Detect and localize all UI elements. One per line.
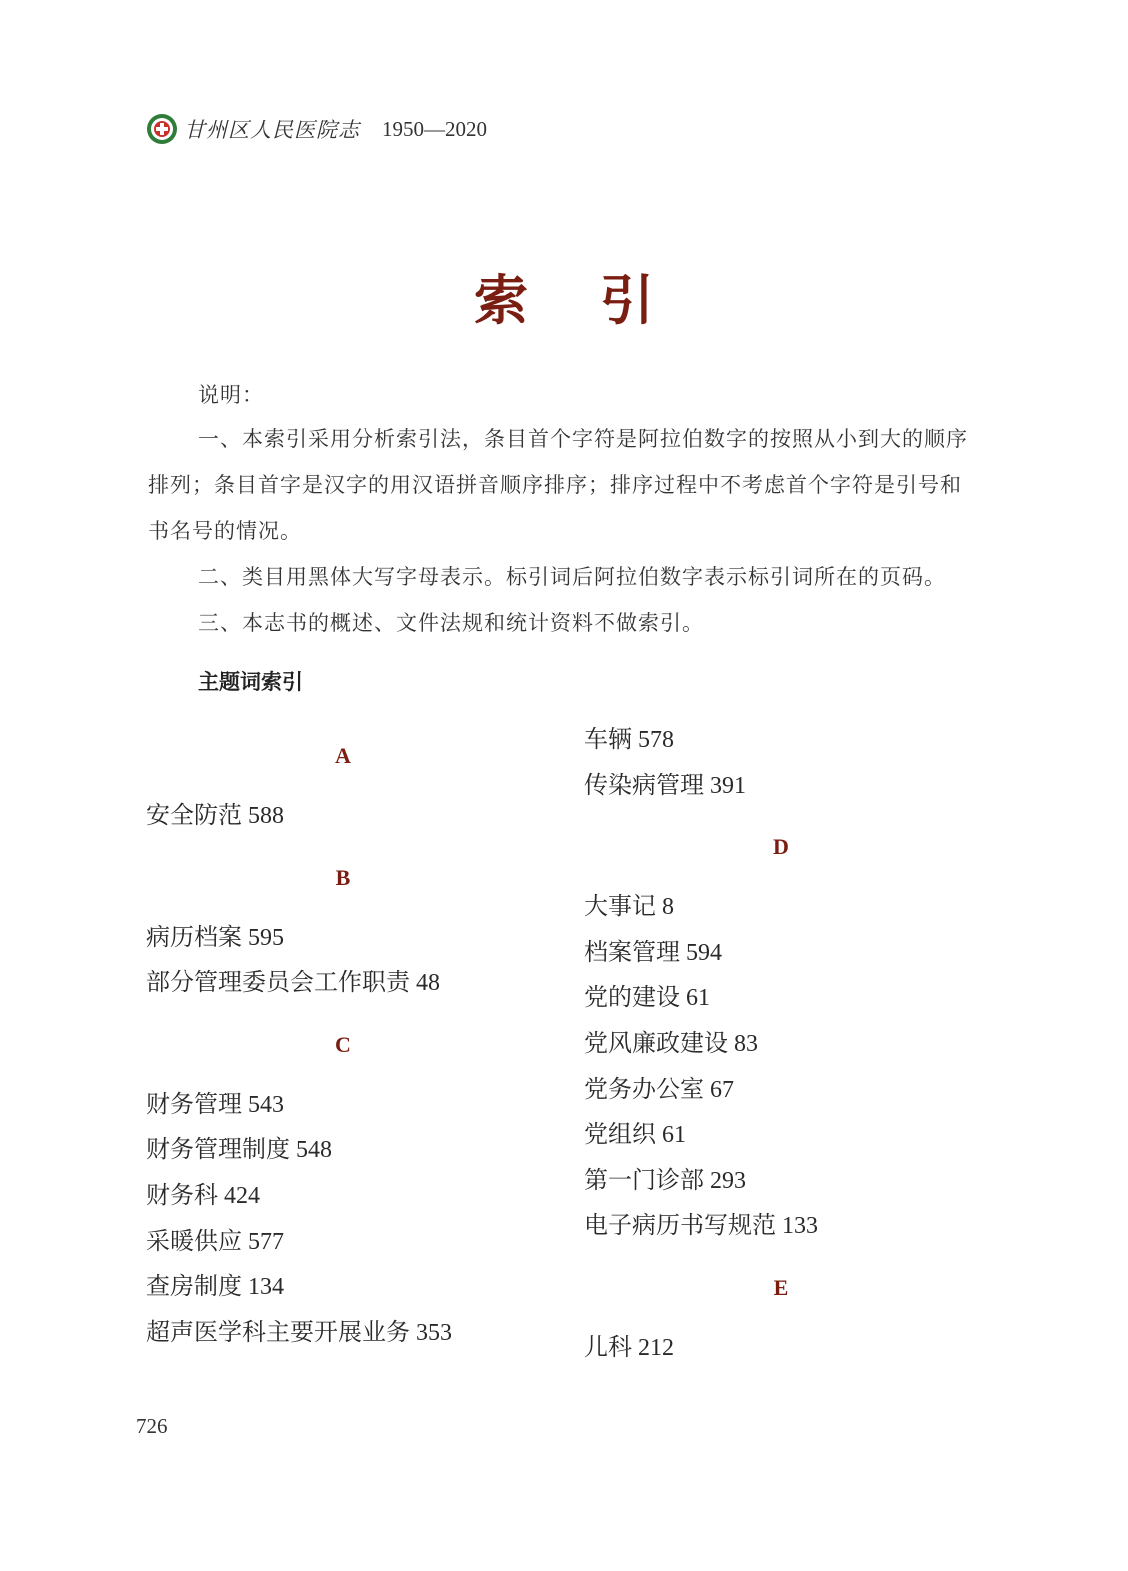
index-letter-a: A xyxy=(335,743,351,768)
notes-body xyxy=(148,416,980,646)
index-entry: 超声医学科主要开展业务 353 xyxy=(146,1319,452,1346)
index-entry: 党的建设 61 xyxy=(584,985,710,1012)
index-entry: 车辆 578 xyxy=(584,727,674,753)
index-column-left xyxy=(146,718,546,1356)
index-entry: 第一门诊部 293 xyxy=(584,1167,746,1194)
index-entry: 儿科 212 xyxy=(584,1334,674,1361)
note-paragraph: 一、本索引采用分析索引法，条目首个字符是阿拉伯数字的按照从小到大的顺序排列；条目首字是汉字的用汉语拼音顺序排序；排序过程中不考虑首个字符是引号和书名号的情况。 xyxy=(148,427,968,543)
index-entry: 传染病管理 391 xyxy=(584,772,746,799)
index-entry: 部分管理委员会工作职责 48 xyxy=(146,970,440,997)
page-number: 726 xyxy=(136,1414,168,1438)
index-entry: 财务管理 543 xyxy=(146,1091,284,1118)
index-entry: 安全防范 588 xyxy=(146,803,284,829)
index-entry: 档案管理 594 xyxy=(584,939,722,966)
note-paragraph: 二、类目用黑体大写字母表示。标引词后阿拉伯数字表示标引词所在的页码。 xyxy=(198,565,946,589)
page-title: 索引 xyxy=(474,268,726,332)
index-entry: 党务办公室 67 xyxy=(584,1076,734,1103)
book-title: 甘州区人民医院志 xyxy=(184,118,360,142)
index-entry: 财务科 424 xyxy=(146,1182,260,1209)
index-column-right xyxy=(584,718,984,1372)
index-entry: 党组织 61 xyxy=(584,1122,686,1149)
note-paragraph: 三、本志书的概述、文件法规和统计资料不做索引。 xyxy=(198,611,704,635)
index-entry: 采暖供应 577 xyxy=(146,1228,284,1255)
index-entry: 财务管理制度 548 xyxy=(146,1137,332,1164)
running-header xyxy=(146,112,487,146)
index-letter-b: B xyxy=(335,864,351,890)
index-entry: 电子病历书写规范 133 xyxy=(584,1213,818,1240)
section-title: 主题词索引 xyxy=(198,670,303,694)
index-letter-e: E xyxy=(773,1274,789,1300)
index-entry: 党风廉政建设 83 xyxy=(584,1030,758,1057)
index-letter-c: C xyxy=(335,1031,351,1057)
index-entry: 查房制度 134 xyxy=(146,1274,284,1301)
index-letter-d: D xyxy=(773,834,789,860)
hospital-logo-icon xyxy=(146,113,178,145)
index-entry: 病历档案 595 xyxy=(146,924,284,951)
notes-heading: 说明： xyxy=(198,383,264,407)
book-years: 1950—2020 xyxy=(382,116,487,141)
index-entry: 大事记 8 xyxy=(584,894,674,921)
